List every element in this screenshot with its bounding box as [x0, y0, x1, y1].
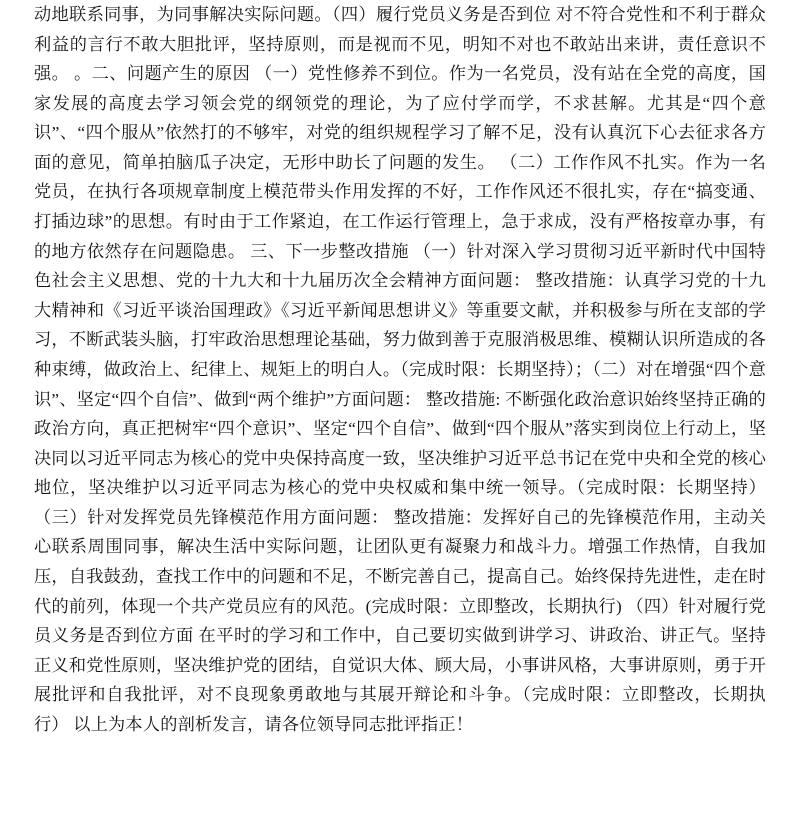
document-paragraph: 动地联系同事，为同事解决实际问题。（四）履行党员义务是否到位 对不符合党性和不利于群众利益的言行不敢大胆批评，坚持原则，而是视而不见，明知不对也不敢站出来讲，责任意识不强。 。二、问题产生的原因 （一）党性修养不到位。作为一名党员，没有站在全党的高度，国家发展的高度去学习领会党的纲领党的理论，为了应付学而学，不求甚解。尤其是“四个意识”、“四个服从”依然打的不够牢，对党的组织规程学习了解不足，没有认真沉下心去征求各方面的意见，简单拍脑瓜子决定，无形中助长了问题的发生。 （二）工作作风不扎实。作为一名党员，在执行各项规章制度上模范带头作用发挥的不好，工作作风还不很扎实，存在“搞变通、打插边球”的思想。有时由于工作紧迫，在工作运行管理上，急于求成，没有严格按章办事，有的地方依然存在问题隐患。 三、下一步整改措施 （一）针对深入学习贯彻习近平新时代中国特色社会主义思想、党的十九大和十九届历次全会精神方面问题： 整改措施：认真学习党的十九大精神和《习近平谈治国理政》《习近平新闻思想讲义》等重要文献，并积极参与所在支部的学习，不断武装头脑，打牢政治思想理论基础，努力做到善于克服消极思维、模糊认识所造成的各种束缚，做政治上、纪律上、规矩上的明白人。（完成时限：长期坚持）；（二）对在增强“四个意识”、坚定“四个自信”、做到“两个维护”方面问题： 整改措施: 不断强化政治意识始终坚持正确的政治方向，真正把树牢“四个意识”、坚定“四个自信”、做到“四个服从”落实到岗位上行动上，坚决同以习近平同志为核心的党中央保持高度一致，坚决维护习近平总书记在党中央和全党的核心地位，坚决维护以习近平同志为核心的党中央权威和集中统一领导。（完成时限：长期坚持） （三）针对发挥党员先锋模范作用方面问题： 整改措施：发挥好自己的先锋模范作用，主动关心联系周围同事，解决生活中实际问题，让团队更有凝聚力和战斗力。增强工作热情，自我加压，自我鼓劲，查找工作中的问题和不足，不断完善自己，提高自己。始终保持先进性，走在时代的前列，体现一个共产党员应有的风范。(完成时限：立即整改，长期执行) （四）针对履行党员义务是否到位方面 在平时的学习和工作中，自己要切实做到讲学习、讲政治、讲正气。坚持正义和党性原则，坚决维护党的团结，自觉识大体、顾大局，小事讲风格，大事讲原则，勇于开展批评和自我批评，对不良现象勇敢地与其展开辩论和斗争。（完成时限：立即整改，长期执行） 以上为本人的剖析发言，请各位领导同志批评指正！: [34, 5, 766, 734]
document-text-body: [34, 0, 766, 739]
page-bottom-margin: [34, 739, 766, 799]
